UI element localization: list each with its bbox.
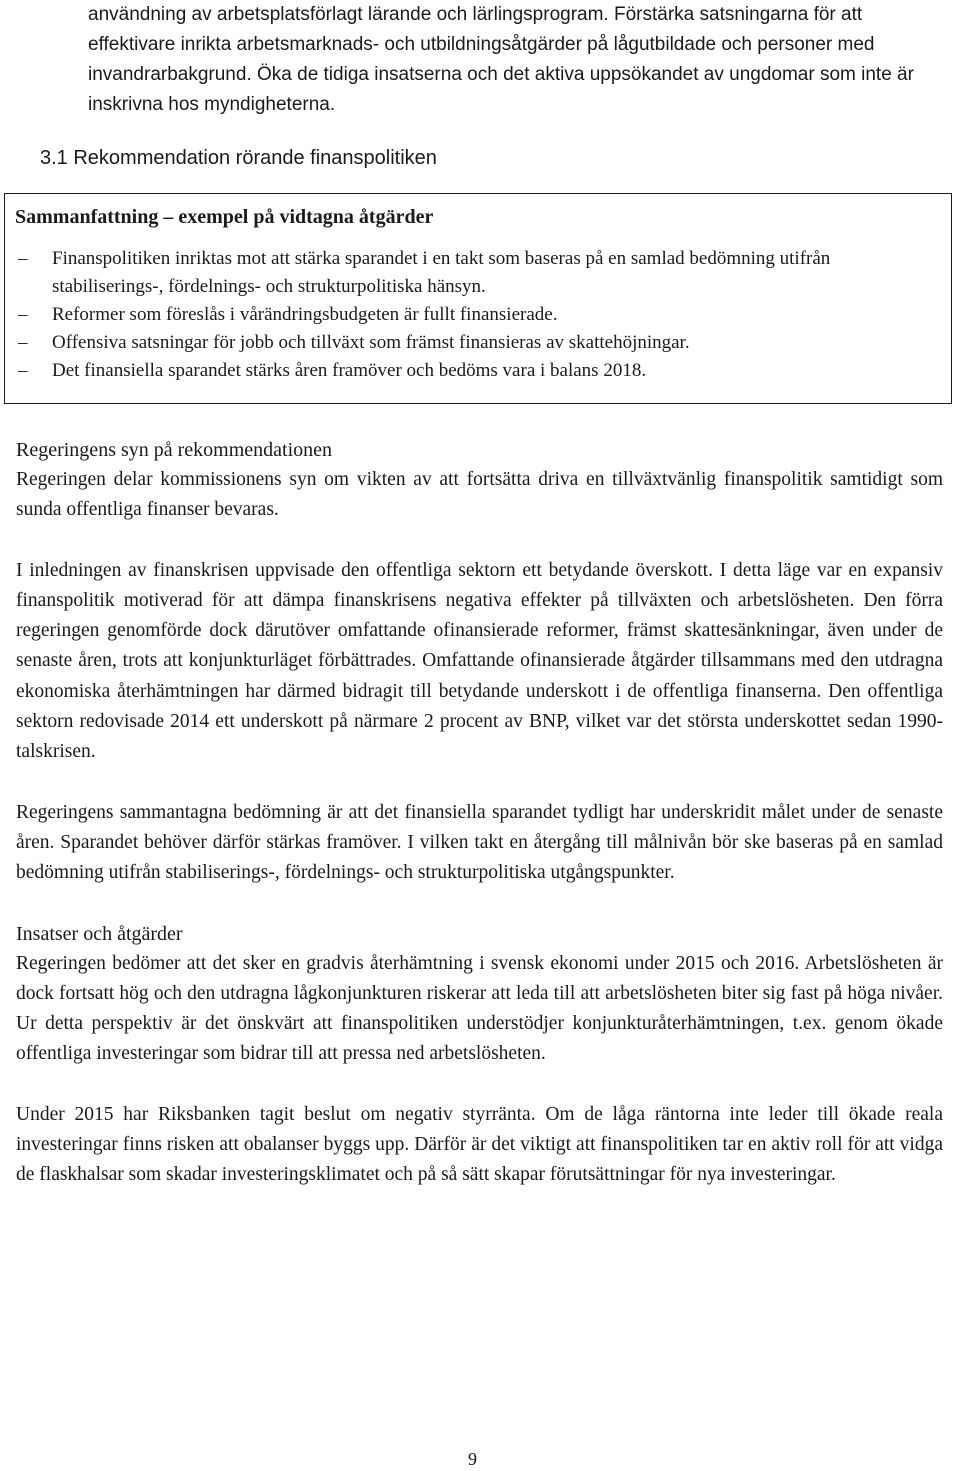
dash-bullet: – xyxy=(18,332,28,353)
paragraph-gap xyxy=(16,768,943,798)
view-paragraph: I inledningen av finanskrisen uppvisade den offentliga sektorn ett betydande överskott. I detta läge var en expansiv finanspolitik motiverad för att dämpa finanskrisens negativa effekter på tillväxten och arbetslösheten. Den förra regeringen genomförde dock därutöver omfattande ofinansierade reformer, främst skattesänkningar, även under de senaste åren, trots att konjunkturläget förbättrades. Omfattande ofinansierade åtgärder tillsammans med den utdragna ekonomiska återhämtningen har därmed bidragit till betydande underskott i de offentliga finanserna. Den offentliga sektorn redovisade 2014 ett underskott på närmare 2 procent av BNP, vilket var det största underskottet sedan 1990-talskrisen. xyxy=(16,559,943,763)
summary-item-text: Reformer som föreslås i vårändringsbudgeten är fullt finansierade. xyxy=(52,304,558,325)
summary-item xyxy=(15,245,941,301)
summary-title: Sammanfattning – exempel på vidtagna åtgärder xyxy=(15,206,434,228)
dash-bullet: – xyxy=(18,248,28,269)
paragraph-gap xyxy=(16,889,943,919)
view-heading: Regeringens syn på rekommendationen xyxy=(16,439,333,461)
summary-item xyxy=(15,329,941,357)
summary-item xyxy=(15,357,941,385)
summary-item xyxy=(15,301,941,329)
page-number: 9 xyxy=(468,1449,477,1469)
intro-text: användning av arbetsplatsförlagt lärande och lärlingsprogram. Förstärka satsningarna för att effektivare inrikta arbetsmarknads- och utbildningsåtgärder på lågutbildade och personer med invandrarbakgrund. Öka de tidiga insatserna och det aktiva uppsökandet av ungdomar som inte är inskrivna hos myndigheterna. xyxy=(88,4,914,115)
summary-item-text: Det finansiella sparandet stärks åren framöver och bedöms vara i balans 2018. xyxy=(52,360,647,381)
view-paragraph: Regeringen delar kommissionens syn om vikten av att fortsätta driva en tillväxtvänlig finanspolitik samtidigt som sunda offentliga finanser bevaras. xyxy=(16,469,943,521)
view-paragraph: Regeringens sammantagna bedömning är att det finansiella sparandet tydligt har underskridit målet under de senaste åren. Sparandet behöver därför stärkas framöver. I vilken takt en återgång till målnivån bör ske baseras på en samlad bedömning utifrån stabiliserings-, fördelnings- och strukturpolitiska utgångspunkter. xyxy=(16,801,943,884)
summary-item-text: Finanspolitiken inriktas mot att stärka sparandet i en takt som baseras på en samlad bedömning utifrån stabiliserings-, fördelnings- och strukturpolitiska hänsyn. xyxy=(52,248,831,297)
summary-box xyxy=(4,193,952,404)
dash-bullet: – xyxy=(18,304,28,325)
summary-item-text: Offensiva satsningar för jobb och tillväxt som främst finansieras av skattehöjningar. xyxy=(52,332,690,353)
body-text xyxy=(16,435,943,1191)
intro-paragraph xyxy=(88,0,948,120)
section-heading: 3.1 Rekommendation rörande finanspolitiken xyxy=(40,147,437,169)
measures-paragraph: Under 2015 har Riksbanken tagit beslut om negativ styrränta. Om de låga räntorna inte leder till ökade reala investeringar finns risken att obalanser byggs upp. Därför är det viktigt att finanspolitiken tar en aktiv roll för att vidga de flaskhalsar som skadar investeringsklimatet och på så sätt skapar förutsättningar för nya investeringar. xyxy=(16,1103,943,1186)
measures-heading: Insatser och åtgärder xyxy=(16,922,183,945)
dash-bullet: – xyxy=(18,360,28,381)
paragraph-gap xyxy=(16,1070,943,1100)
summary-list xyxy=(15,245,941,385)
measures-paragraph: Regeringen bedömer att det sker en gradvis återhämtning i svensk ekonomi under 2015 och 2016. Arbetslösheten är dock fortsatt hög och den utdragna lågkonjunkturen riskerar att leda till att arbetslösheten biter sig fast på höga nivåer. Ur detta perspektiv är det önskvärt att finanspolitiken understödjer konjunkturåterhämtningen, t.ex. genom ökade offentliga investeringar som bidrar till att pressa ned arbetslösheten. xyxy=(16,952,943,1065)
paragraph-gap xyxy=(16,526,943,556)
